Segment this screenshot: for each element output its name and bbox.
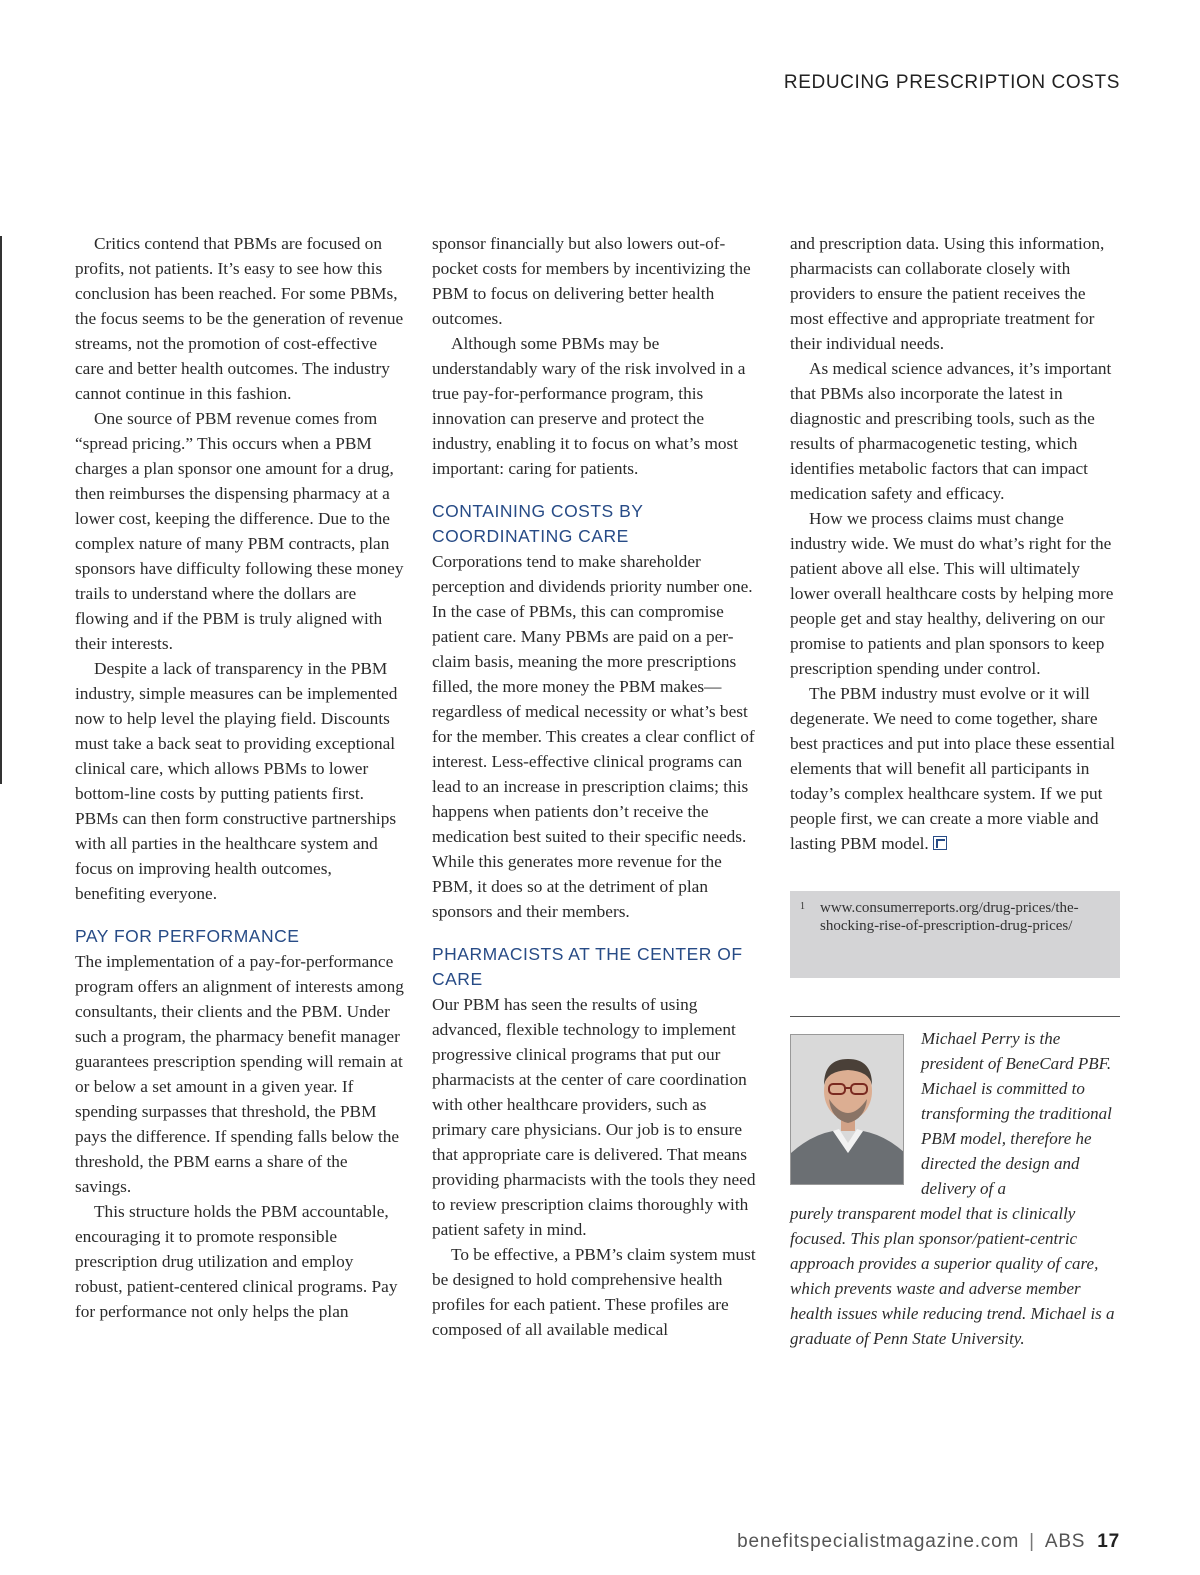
author-portrait-icon: [791, 1035, 904, 1185]
bio-divider: [790, 1016, 1120, 1017]
footer-separator: |: [1029, 1531, 1035, 1552]
paragraph: As medical science advances, it’s important that PBMs also incorporate the latest in diagnostic and prescribing tools, such as the results of pharmacogenetic testing, which identifies metabolic factors that can impact medication safety and efficacy.: [790, 359, 1112, 503]
page-footer: [737, 1531, 1120, 1553]
paragraph: Our PBM has seen the results of using advanced, flexible technology to implement progressive clinical programs that put our pharmacists at the center of care coordination with other healthcare providers, such as primary care physicians. Our job is to ensure that appropriate care is delivered. That means providing pharmacists with the tools they need to review prescription claims thoroughly with patient safety in mind.: [432, 995, 756, 1239]
footer-publication: ABS: [1044, 1531, 1086, 1552]
author-bio-bottom: purely transparent model that is clinically focused. This plan sponsor/patient-centric approach provides a superior quality of care, which prevents waste and adverse member health issues while reducing trend. Michael is a graduate of Penn State University.: [790, 1204, 1115, 1348]
paragraph-text: The PBM industry must evolve or it will degenerate. We need to come together, share best practices and put into place these essential elements that will benefit all participants in today’s complex healthcare system. If we put people first, we can create a more viable and lasting PBM model.: [790, 684, 1115, 853]
author-bio-top: Michael Perry is the president of BeneCard PBF. Michael is committed to transforming the traditional PBM model, therefore he directed the design and delivery of a: [921, 1029, 1112, 1198]
paragraph: Critics contend that PBMs are focused on profits, not patients. It’s easy to see how this conclusion has been reached. For some PBMs, the focus seems to be the generation of revenue streams, not the promotion of cost-effective care and better health outcomes. The industry cannot continue in this fashion.: [75, 234, 404, 403]
author-photo: [790, 1034, 904, 1185]
paragraph: Despite a lack of transparency in the PBM industry, simple measures can be implemented now to help level the playing field. Discounts must take a back seat to providing exceptional clinical care, which allows PBMs to lower bottom-line costs by putting patients first. PBMs can then form constructive partnerships with all parties in the healthcare system and focus on improving health outcomes, benefiting everyone.: [75, 659, 398, 903]
column-2: [432, 231, 762, 1342]
page-number: 17: [1097, 1531, 1120, 1552]
footer-site[interactable]: benefitspecialistmagazine.com: [737, 1531, 1020, 1552]
paragraph: Corporations tend to make shareholder perception and dividends priority number one. In the case of PBMs, this can compromise patient care. Many PBMs are paid on a per-claim basis, meaning the more prescriptions filled, the more money the PBM makes—regardless of medical necessity or what’s best for the member. This creates a clear conflict of interest. Less-effective clinical programs can lead to an increase in prescription claims; this happens when patients don’t receive the medication best suited to their specific needs. While this generates more revenue for the PBM, it does so at the detriment of plan sponsors and their members.: [432, 552, 755, 921]
section-heading: PHARMACISTS AT THE CENTER OF CARE: [432, 944, 743, 989]
paragraph: This structure holds the PBM accountable, encouraging it to promote responsible prescription drug utilization and employ robust, patient-centered clinical programs. Pay for performance not only helps the plan: [75, 1202, 398, 1321]
paragraph: How we process claims must change industry wide. We must do what’s right for the patient above all else. This will ultimately lower overall healthcare costs by helping more people get and stay healthy, delivering on our promise to patients and plan sponsors to keep prescription spending under control.: [790, 509, 1114, 678]
paragraph: One source of PBM revenue comes from “spread pricing.” This occurs when a PBM charges a plan sponsor one amount for a drug, then reimburses the dispensing pharmacy at a lower cost, keeping the difference. Due to the complex nature of many PBM contracts, plan sponsors have difficulty following these money trails to understand where the dollars are flowing and if the PBM is truly aligned with their interests.: [75, 409, 404, 653]
column-1: [75, 231, 405, 1324]
footnote-link[interactable]: www.consumerreports.org/drug-prices/the-shocking-rise-of-prescription-drug-prices/: [820, 900, 1079, 934]
paragraph: and prescription data. Using this information, pharmacists can collaborate closely with providers to ensure the patient receives the most effective and appropriate treatment for their individual needs.: [790, 234, 1105, 353]
paragraph-final: [790, 681, 1120, 856]
paragraph: sponsor financially but also lowers out-of-pocket costs for members by incentivizing the PBM to focus on delivering better health outcomes.: [432, 234, 751, 328]
running-head: REDUCING PRESCRIPTION COSTS: [783, 72, 1120, 93]
section-heading: PAY FOR PERFORMANCE: [75, 926, 300, 946]
paragraph: To be effective, a PBM’s claim system must be designed to hold comprehensive health profiles for each patient. These profiles are composed of all available medical: [432, 1245, 756, 1339]
footnote-number: 1: [800, 901, 805, 912]
section-heading: CONTAINING COSTS BY COORDINATING CARE: [432, 501, 644, 546]
margin-rule: [0, 236, 2, 784]
end-of-article-icon: [933, 836, 947, 850]
footnote-box: [790, 891, 1120, 978]
paragraph: Although some PBMs may be understandably wary of the risk involved in a true pay-for-performance program, this innovation can preserve and protect the industry, enabling it to focus on what’s most important: caring for patients.: [432, 334, 746, 478]
column-3: [790, 231, 1120, 856]
paragraph: The implementation of a pay-for-performance program offers an alignment of interests among consultants, their clients and the PBM. Under such a program, the pharmacy benefit manager guarantees prescription spending will remain at or below a set amount in a given year. If spending surpasses that threshold, the PBM pays the difference. If spending falls below the threshold, the PBM earns a share of the savings.: [75, 952, 404, 1196]
